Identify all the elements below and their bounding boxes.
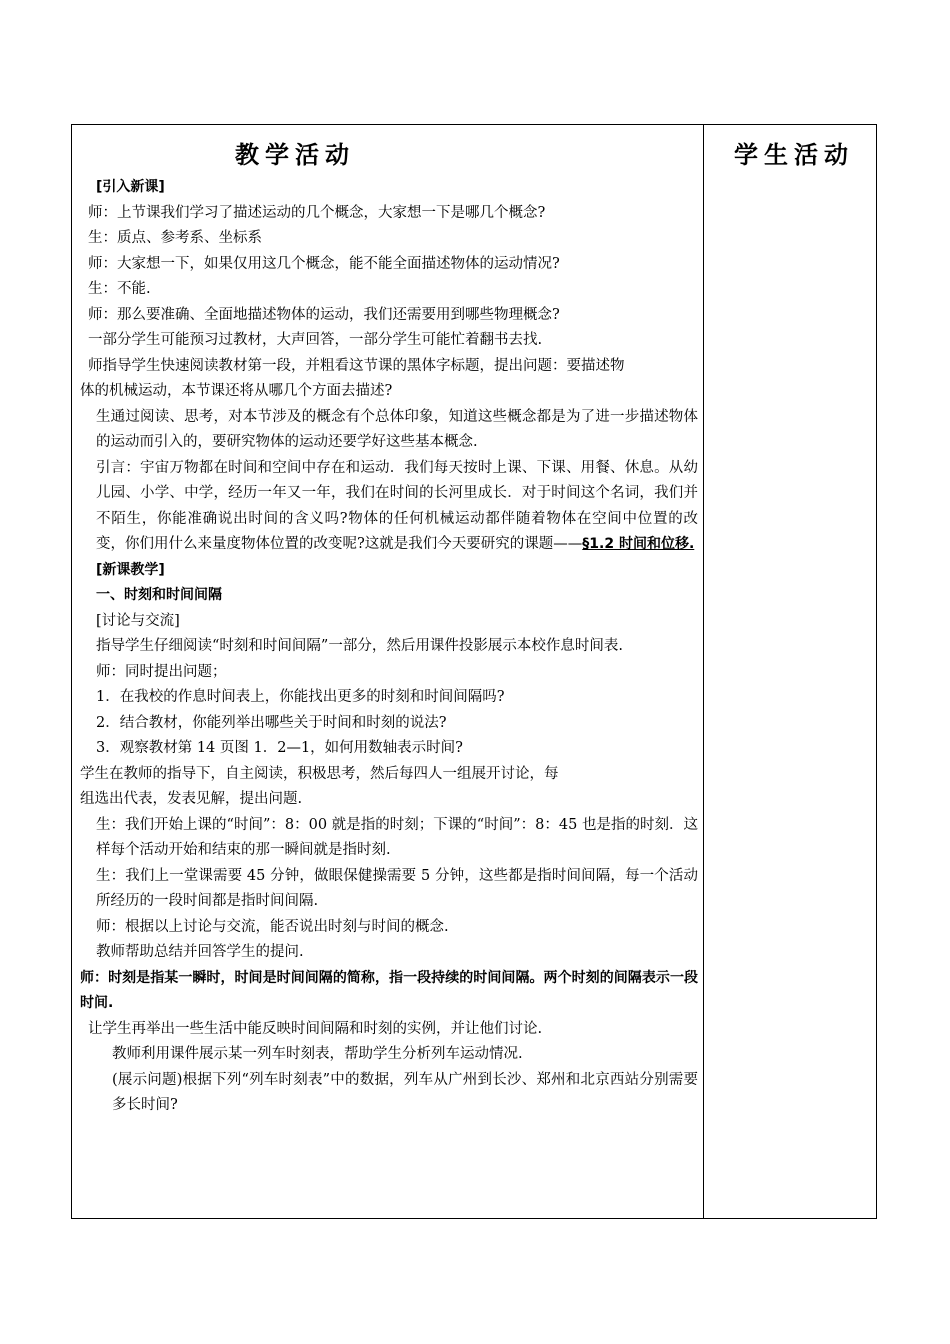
dialogue-line: 师：上节课我们学习了描述运动的几个概念，大家想一下是哪几个概念? — [88, 204, 546, 221]
dialogue-line: 师：同时提出问题； — [96, 663, 227, 680]
lesson-topic-title: §1.2 时间和位移. — [582, 536, 695, 552]
paragraph-problem: (展示问题)根据下列“列车时刻表”中的数据，列车从广州到长沙、郑州和北京西站分别需要多长时间? — [112, 1071, 698, 1113]
teacher-activity-column — [72, 125, 704, 1218]
dialogue-line: 体的机械运动，本节课还将从哪几个方面去描述? — [80, 383, 393, 399]
dialogue-line: 师：根据以上讨论与交流，能否说出时刻与时间的概念. — [96, 918, 449, 935]
paragraph-definition: 师：时刻是指某一瞬时，时间是时间间隔的简称，指一段持续的时间间隔。两个时刻的间隔表示一段时间. — [80, 969, 698, 1011]
section-new-lesson-heading: [新课教学] — [96, 561, 165, 578]
subsection-heading: 一、时刻和时间间隔 — [96, 587, 222, 603]
question-item: 3．观察教材第 14 页图 1．2—1，如何用数轴表示时间? — [96, 740, 463, 756]
dialogue-line: 师：那么要准确、全面地描述物体的运动，我们还需要用到哪些物理概念? — [88, 306, 560, 323]
paragraph-reading: 生通过阅读、思考，对本节涉及的概念有个总体印象，知道这些概念都是为了进一步描述物体的运动而引入的，要研究物体的运动还要学好这些基本概念. — [96, 408, 698, 450]
paragraph-student-answer: 生：我们开始上课的“时间”：8：00 就是指的时刻；下课的“时间”：8：45 也是指的时刻．这样每个活动开始和结束的那一瞬间就是指时刻. — [96, 816, 698, 858]
paragraph-introduction — [80, 456, 698, 558]
dialogue-line: 让学生再举出一些生活中能反映时间间隔和时刻的实例，并让他们讨论. — [88, 1020, 543, 1037]
dialogue-line: 师指导学生快速阅读教材第一段，并粗看这节课的黑体字标题，提出问题：要描述物 — [88, 357, 625, 374]
dialogue-line: 教师帮助总结并回答学生的提问. — [96, 944, 304, 960]
section-intro-heading: [引入新课] — [96, 179, 165, 195]
dialogue-line: 生：质点、参考系、坐标系 — [88, 230, 262, 246]
dialogue-line: 教师利用课件展示某一列车时刻表，帮助学生分析列车运动情况. — [112, 1046, 523, 1062]
dialogue-line: 学生在教师的指导下，自主阅读，积极思考，然后每四人一组展开讨论，每 — [80, 765, 559, 782]
student-activity-header: 学生活动 — [734, 141, 854, 169]
student-activity-column — [704, 125, 876, 1218]
paragraph-student-answer: 生：我们上一堂课需要 45 分钟，做眼保健操需要 5 分钟，这些都是指时间间隔，每一个活动所经历的一段时间都是指时间间隔. — [96, 867, 698, 909]
paragraph-instruction: 指导学生仔细阅读“时刻和时间间隔”一部分，然后用课件投影展示本校作息时间表. — [96, 638, 623, 654]
dialogue-line: 一部分学生可能预习过教材，大声回答，一部分学生可能忙着翻书去找. — [88, 332, 543, 348]
question-item: 2．结合教材，你能列举出哪些关于时间和时刻的说法? — [96, 714, 447, 731]
dialogue-line: 组选出代表，发表见解，提出问题. — [80, 791, 303, 807]
discussion-heading: [讨论与交流] — [96, 612, 180, 629]
dialogue-line: 师：大家想一下，如果仅用这几个概念，能不能全面描述物体的运动情况? — [88, 255, 560, 272]
teacher-activity-header: 教学活动 — [235, 141, 355, 169]
lesson-plan-table — [71, 124, 877, 1219]
teacher-activity-content — [80, 175, 698, 1119]
dialogue-line: 生：不能. — [88, 281, 151, 297]
introduction-text: 引言：宇宙万物都在时间和空间中存在和运动．我们每天按时上课、下课、用餐、休息。从幼儿园、小学、中学，经历一年又一年，我们在时间的长河里成长．对于时间这个名词，我们并不陌生，你能准确说出时间的含义吗?物体的任何机械运动都伴随着物体在空间中位置的改变，你们用什么来量度物体位置的改变呢?这就是我们今天要研究的课题—— — [96, 459, 698, 552]
question-item: 1．在我校的作息时间表上，你能找出更多的时刻和时间间隔吗? — [96, 689, 505, 705]
